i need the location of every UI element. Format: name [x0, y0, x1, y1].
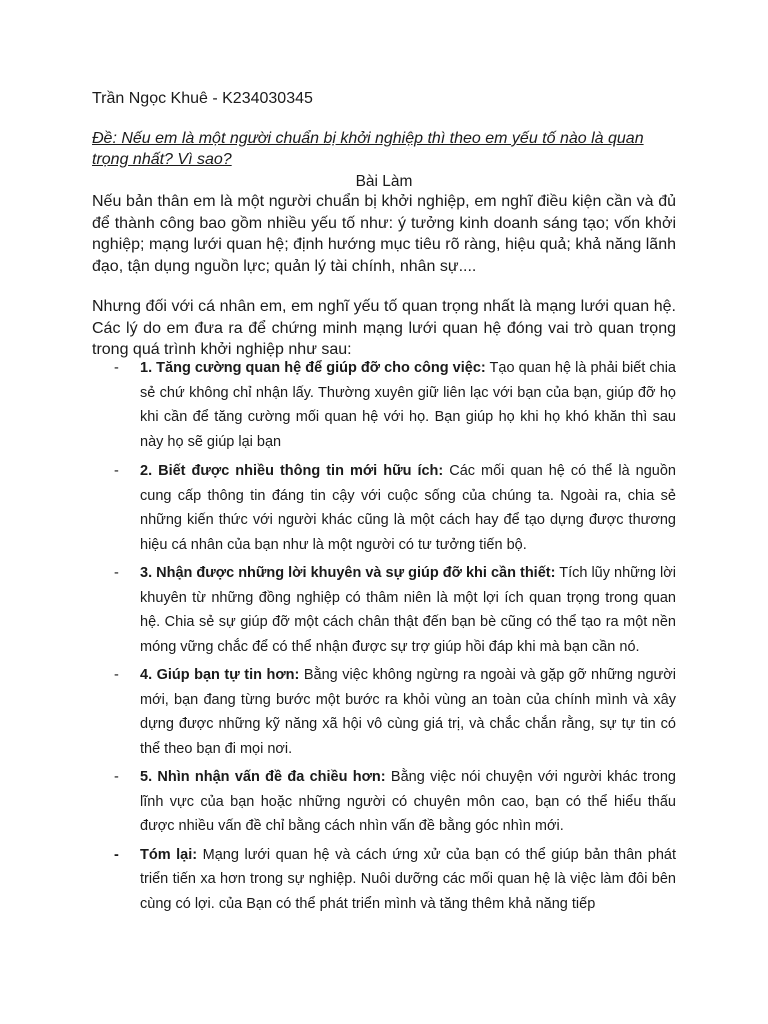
list-item	[92, 765, 676, 839]
list-dash: -	[114, 769, 119, 785]
list-item	[92, 459, 676, 557]
essay-topic: Đề: Nếu em là một người chuẩn bị khởi nghiệp thì theo em yếu tố nào là quan trọng nhất? Vì sao?	[92, 130, 644, 168]
reasons-list	[92, 356, 676, 916]
list-item	[92, 356, 676, 454]
list-item-text: Tạo quan hệ là phải biết chia sẻ chứ không chỉ nhận lấy. Thường xuyên giữ liên lạc với bạn của bạn, giúp đỡ họ khi cần để tăng cường mối quan hệ với họ. Bạn giúp họ khi họ khó khăn thì sau này họ sẽ giúp lại bạn	[140, 360, 676, 450]
list-item-title: 4. Giúp bạn tự tin hơn:	[140, 667, 300, 683]
list-item-text: Bằng việc nói chuyện với người khác trong lĩnh vực của bạn hoặc những người có chuyên môn cao, bạn có thể hiểu thấu được nhiều vấn đề chỉ bằng cách nhìn vấn đề bằng góc nhìn mới.	[140, 769, 676, 834]
list-item-title: 5. Nhìn nhận vấn đề đa chiều hơn:	[140, 769, 386, 785]
list-dash: -	[114, 667, 119, 683]
essay-heading: Bài Làm	[355, 173, 413, 190]
list-item-text: Các mối quan hệ có thể là nguồn cung cấp thông tin đáng tin cậy với cuộc sống của chúng ta. Ngoài ra, chia sẻ những kiến thức với người khác cũng là một cách hay để tạo dựng được thương hiệu cá nhân của bạn như là một người có tư tưởng tiến bộ.	[140, 463, 676, 553]
list-item	[92, 663, 676, 761]
intro-paragraph: Nếu bản thân em là một người chuẩn bị khởi nghiệp, em nghĩ điều kiện cần và đủ để thành công bao gồm nhiều yếu tố như: ý tưởng kinh doanh sáng tạo; vốn khởi nghiệp; mạng lưới quan hệ; định hướng mục tiêu rõ ràng, hiệu quả; khả năng lãnh đạo, tận dụng nguồn lực; quản lý tài chính, nhân sự....	[92, 193, 676, 276]
list-dash: -	[114, 846, 119, 863]
list-item-title: 2. Biết được nhiều thông tin mới hữu ích:	[140, 463, 444, 479]
summary-text: Mạng lưới quan hệ và cách ứng xử của bạn có thể giúp bản thân phát triển tiến xa hơn trong sự nghiệp. Nuôi dưỡng các mối quan hệ là việc làm đôi bên cùng có lợi. của Bạn có thể phát triển mình và tăng thêm khả năng tiếp	[140, 846, 676, 912]
list-dash: -	[114, 565, 119, 581]
list-item	[92, 843, 676, 917]
list-dash: -	[114, 360, 119, 376]
summary-label: Tóm lại:	[140, 846, 198, 863]
list-item-text: Bằng việc không ngừng ra ngoài và gặp gỡ những người mới, bạn đang từng bước một bước ra khỏi vùng an toàn của chính mình và xây dựng được những kỹ năng xã hội vô cùng giá trị, và chắc chắn rằng, sự tự tin có thể theo bạn đi mọi nơi.	[140, 667, 676, 757]
list-item-text: Tích lũy những lời khuyên từ những đồng nghiệp có thâm niên là một lợi ích quan trọng trong quan hệ. Chia sẻ sự giúp đỡ một cách chân thật đến bạn bè cũng có thể tạo ra một nền móng vững chắc để có thể nhận được sự trợ giúp hồi đáp khi mà bạn cần nó.	[140, 565, 676, 655]
thesis-paragraph: Nhưng đối với cá nhân em, em nghĩ yếu tố quan trọng nhất là mạng lưới quan hệ. Các lý do em đưa ra để chứng minh mạng lưới quan hệ đóng vai trò quan trọng trong quá trình khởi nghiệp như sau:	[92, 298, 676, 359]
list-item-title: 1. Tăng cường quan hệ để giúp đỡ cho công việc:	[140, 360, 486, 376]
author-line: Trần Ngọc Khuê - K234030345	[92, 90, 313, 107]
list-item-title: 3. Nhận được những lời khuyên và sự giúp đỡ khi cần thiết:	[140, 565, 556, 581]
list-item	[92, 561, 676, 659]
list-dash: -	[114, 463, 119, 479]
